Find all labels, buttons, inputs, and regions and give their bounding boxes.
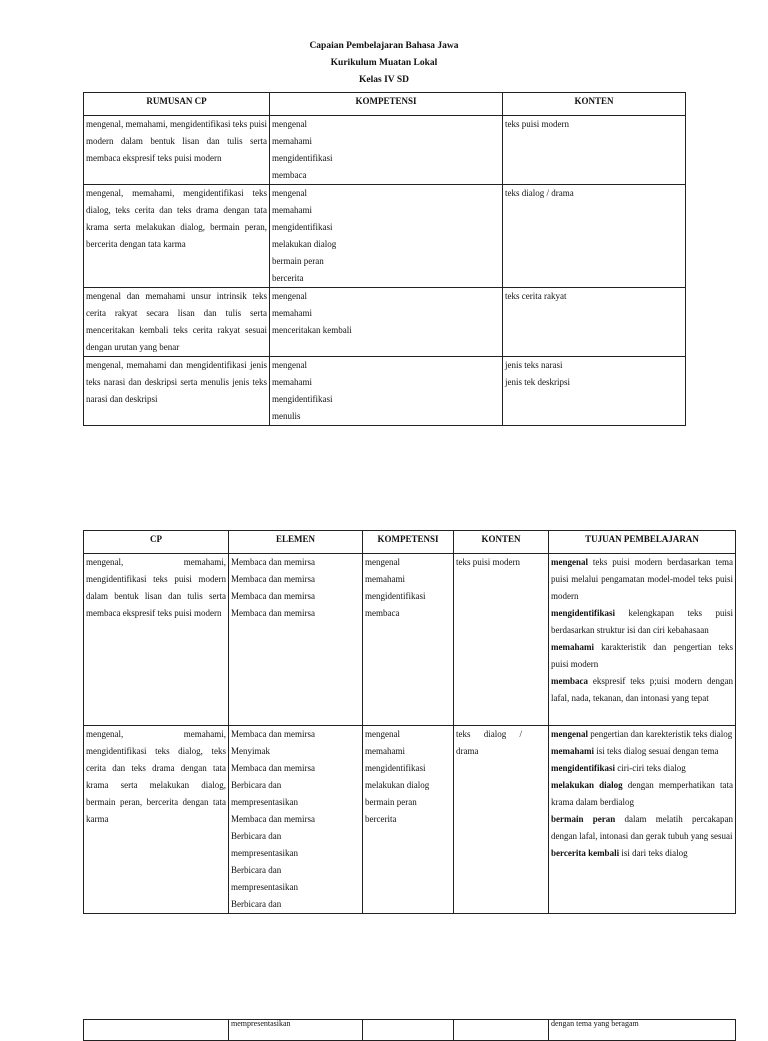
kompetensi-item: mengenal <box>365 729 400 739</box>
kompetensi-item: mengidentifikasi <box>365 591 426 601</box>
table-row <box>84 288 686 357</box>
column-header-rumusan-cp: RUMUSAN CP <box>84 93 270 116</box>
konten-cell: teks puisi modern <box>454 554 549 726</box>
cp-cell: mengenal, memahami, mengidentifikasi teks puisi modern dalam bentuk lisan dan tulis serta membaca ekspresif teks puisi modern <box>84 554 229 726</box>
kompetensi-item: mengenal <box>272 119 307 129</box>
kompetensi-cell <box>270 185 503 288</box>
tujuan-text: isi teks dialog sesuai dengan tema <box>594 746 719 756</box>
kompetensi-item: memahami <box>365 574 405 584</box>
kompetensi-item: bermain peran <box>272 256 324 266</box>
tujuan-item <box>551 777 733 811</box>
elemen-item: Berbicara dan <box>231 865 282 875</box>
tujuan-item <box>551 605 733 639</box>
tujuan-verb: membaca <box>551 676 588 686</box>
column-header-kompetensi: KOMPETENSI <box>363 531 454 554</box>
kompetensi-item: mengenal <box>365 557 400 567</box>
elemen-item: mempresentasikan <box>231 797 298 807</box>
elemen-cell <box>229 726 363 914</box>
tujuan-text: ciri-ciri teks dialog <box>615 763 686 773</box>
table-header-row <box>84 531 736 554</box>
kompetensi-item: memahami <box>272 205 312 215</box>
kompetensi-item: membaca <box>272 170 307 180</box>
tujuan-text: teks puisi modern berdasarkan tema puisi melalui pengamatan model-model teks puisi modern <box>551 557 733 601</box>
konten-cell <box>503 288 686 357</box>
konten-cell: teks dialog / drama <box>454 726 549 914</box>
kompetensi-item: menulis <box>272 411 301 421</box>
tujuan-text: karakteristik dan pengertian teks puisi modern <box>551 642 733 669</box>
rumusan-cp-table <box>83 92 686 426</box>
elemen-item: Berbicara dan <box>231 780 282 790</box>
tujuan-verb: melakukan dialog <box>551 780 623 790</box>
konten-item: jenis teks narasi <box>505 360 563 370</box>
kompetensi-item: memahami <box>272 136 312 146</box>
cp-cell: mengenal, memahami, mengidentifikasi teks puisi modern dalam bentuk lisan dan tulis serta membaca ekspresif teks puisi modern <box>84 116 270 185</box>
table-row <box>84 1020 736 1041</box>
kompetensi-item: melakukan dialog <box>365 780 430 790</box>
kompetensi-item: melakukan dialog <box>272 239 337 249</box>
cp-cell <box>84 1020 229 1041</box>
konten-cell <box>454 1020 549 1041</box>
konten-item: teks puisi modern <box>505 119 569 129</box>
tujuan-text: ekspresif teks p;uisi modern dengan lafal, nada, tekanan, dan intonasi yang tepat <box>551 676 733 703</box>
elemen-item: Menyimak <box>231 746 270 756</box>
column-header-kompetensi: KOMPETENSI <box>270 93 503 116</box>
konten-item: teks dialog / drama <box>505 188 574 198</box>
title-line-1: Capaian Pembelajaran Bahasa Jawa <box>309 41 459 51</box>
tujuan-cell <box>549 554 736 726</box>
kompetensi-item: membaca <box>365 608 400 618</box>
kompetensi-item: mengenal <box>272 291 307 301</box>
table-row <box>84 116 686 185</box>
elemen-cell <box>229 554 363 726</box>
tujuan-verb: memahami <box>551 746 594 756</box>
tujuan-cell: dengan tema yang beragam <box>549 1020 736 1041</box>
kompetensi-cell <box>363 554 454 726</box>
cp-cell: mengenal, memahami, mengidentifikasi teks dialog, teks cerita dan teks drama dengan tata krama serta melakukan dialog, bermain peran, bercerita dengan tata karma <box>84 185 270 288</box>
kompetensi-item: bercerita <box>365 814 397 824</box>
tujuan-pembelajaran-table <box>83 530 736 914</box>
kompetensi-item: memahami <box>365 746 405 756</box>
tujuan-text: pengertian dan karekteristik teks dialog <box>588 729 733 739</box>
konten-item: jenis tek deskripsi <box>505 377 570 387</box>
kompetensi-item: memahami <box>272 308 312 318</box>
elemen-cell: mempresentasikan <box>229 1020 363 1041</box>
column-header-konten: KONTEN <box>503 93 686 116</box>
kompetensi-cell <box>270 288 503 357</box>
title-line-3: Kelas IV SD <box>359 75 409 85</box>
kompetensi-cell <box>270 116 503 185</box>
tujuan-verb: mengenal <box>551 557 588 567</box>
tujuan-verb: memahami <box>551 642 594 652</box>
elemen-item: Berbicara dan <box>231 831 282 841</box>
table-row <box>84 357 686 426</box>
tujuan-text: isi dari teks dialog <box>619 848 688 858</box>
konten-cell <box>503 185 686 288</box>
kompetensi-item: memahami <box>272 377 312 387</box>
document-title <box>0 38 768 89</box>
tujuan-text: dengan memperhatikan tata krama dalam berdialog <box>551 780 733 807</box>
cp-cell: mengenal dan memahami unsur intrinsik teks cerita rakyat secara lisan dan tulis serta menceritakan kembali teks cerita rakyat sesuai dengan urutan yang benar <box>84 288 270 357</box>
kompetensi-cell <box>363 1020 454 1041</box>
kompetensi-cell <box>363 726 454 914</box>
elemen-item: Membaca dan memirsa <box>231 814 315 824</box>
tujuan-text: kelengkapan teks puisi berdasarkan struktur isi dan ciri kebahasaan <box>551 608 733 635</box>
table-header-row <box>84 93 686 116</box>
tujuan-cell <box>549 726 736 914</box>
title-line-2: Kurikulum Muatan Lokal <box>330 58 438 68</box>
tujuan-item <box>551 760 733 777</box>
elemen-item: mempresentasikan <box>231 882 298 892</box>
tujuan-item <box>551 554 733 605</box>
tujuan-verb: mengidentifikasi <box>551 763 616 773</box>
kompetensi-item: mengidentifikasi <box>272 222 333 232</box>
elemen-item: Membaca dan memirsa <box>231 557 315 567</box>
tujuan-verb: bermain peran <box>551 814 616 824</box>
cp-cell: mengenal, memahami, mengidentifikasi teks dialog, teks cerita dan teks drama dengan tata krama serta melakukan dialog, bermain peran, bercerita dengan tata karma <box>84 726 229 914</box>
tujuan-item <box>551 811 733 845</box>
konten-cell <box>503 357 686 426</box>
column-header-tujuan: TUJUAN PEMBELAJARAN <box>549 531 736 554</box>
elemen-item: Membaca dan memirsa <box>231 608 315 618</box>
kompetensi-item: bermain peran <box>365 797 417 807</box>
cp-cell: mengenal, memahami dan mengidentifikasi jenis teks narasi dan deskripsi serta menulis jenis teks narasi dan deskripsi <box>84 357 270 426</box>
tujuan-item <box>551 673 733 707</box>
tujuan-verb: bercerita kembali <box>551 848 620 858</box>
tujuan-verb: mengenal <box>551 729 588 739</box>
tujuan-item <box>551 639 733 673</box>
table-row <box>84 726 736 914</box>
kompetensi-item: mengidentifikasi <box>272 394 333 404</box>
tujuan-text: dalam melatih percakapan dengan lafal, intonasi dan gerak tubuh yang sesuai <box>551 814 734 841</box>
continued-table <box>83 1019 736 1041</box>
kompetensi-cell <box>270 357 503 426</box>
konten-item: teks cerita rakyat <box>505 291 567 301</box>
kompetensi-item: mengidentifikasi <box>272 153 333 163</box>
elemen-item: Membaca dan memirsa <box>231 574 315 584</box>
table-row <box>84 185 686 288</box>
elemen-item: Berbicara dan <box>231 899 282 909</box>
elemen-item: Membaca dan memirsa <box>231 763 315 773</box>
tujuan-verb: mengidentifikasi <box>551 608 616 618</box>
tujuan-item <box>551 743 733 760</box>
column-header-elemen: ELEMEN <box>229 531 363 554</box>
column-header-konten: KONTEN <box>454 531 549 554</box>
konten-cell <box>503 116 686 185</box>
table-row <box>84 554 736 726</box>
kompetensi-item: mengenal <box>272 360 307 370</box>
kompetensi-item: bercerita <box>272 273 304 283</box>
column-header-cp: CP <box>84 531 229 554</box>
elemen-item: Membaca dan memirsa <box>231 729 315 739</box>
tujuan-item <box>551 845 733 862</box>
kompetensi-item: mengidentifikasi <box>365 763 426 773</box>
kompetensi-item: mengenal <box>272 188 307 198</box>
kompetensi-item: menceritakan kembali <box>272 325 352 335</box>
tujuan-item <box>551 726 733 743</box>
elemen-item: mempresentasikan <box>231 848 298 858</box>
elemen-item: Membaca dan memirsa <box>231 591 315 601</box>
